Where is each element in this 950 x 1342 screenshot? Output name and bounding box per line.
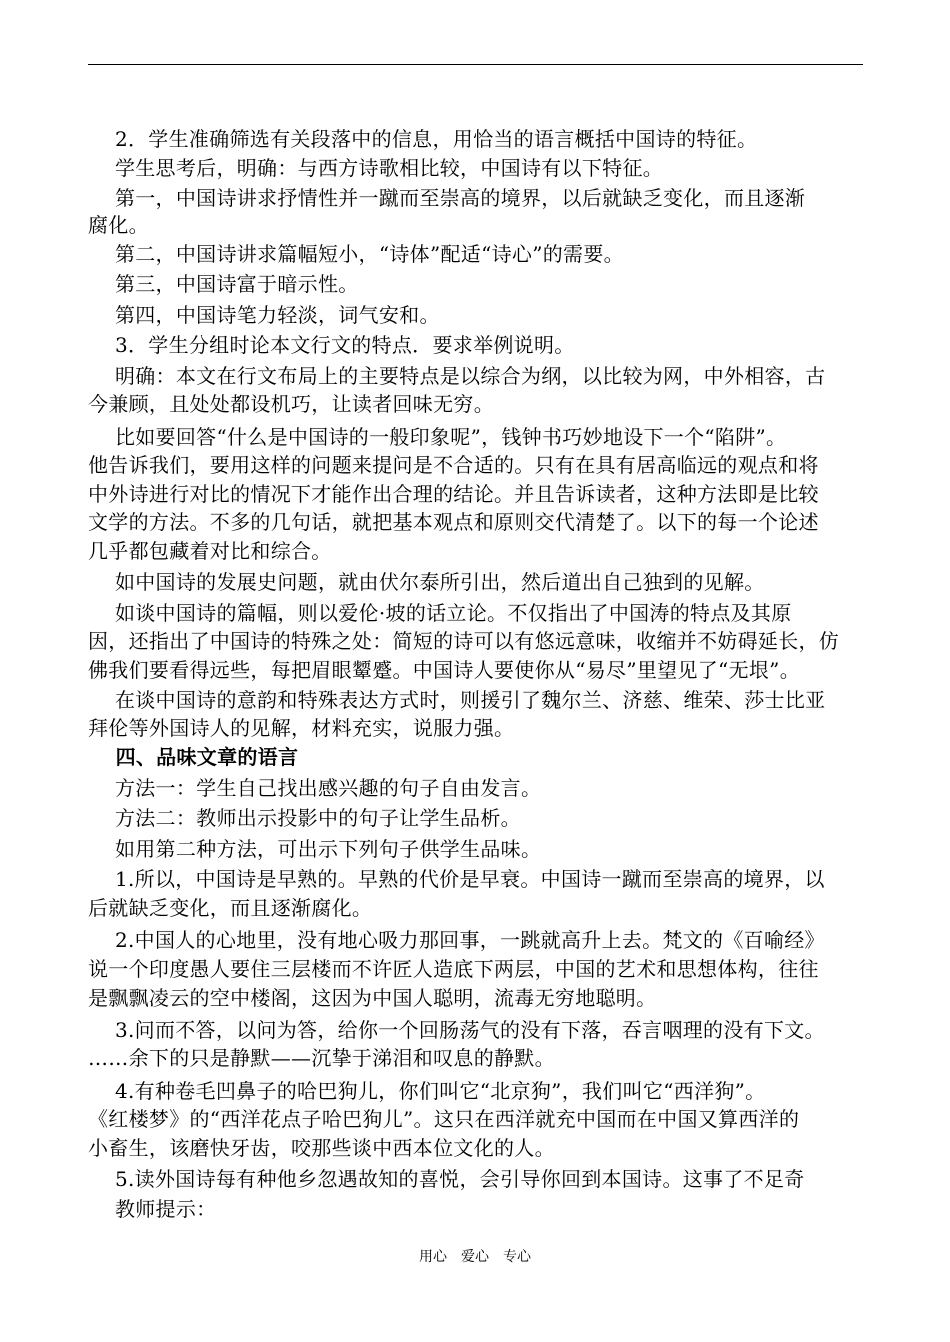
paragraph-line: 如谈中国诗的篇幅，则以爱伦·坡的话立论。不仅指出了中国涛的特点及其原 [88,601,792,625]
paragraph-line: 中外诗进行对比的情况下才能作出合理的结论。并且告诉读者，这种方法即是比较 [88,482,819,506]
paragraph-line: 方法一：学生自己找出感兴趣的句子自由发言。 [88,776,542,800]
paragraph-line: 学生思考后，明确：与西方诗歌相比较，中国诗有以下特征。 [88,156,664,180]
paragraph-line: 后就缺乏变化，而且逐渐腐化。 [88,896,373,920]
paragraph-line: 3．学生分组时论本文行文的特点．要求举例说明。 [88,333,575,357]
paragraph-line: 2.中国人的心地里，没有地心吸力那回事，一跳就高升上去。梵文的《百喻经》 [88,928,825,952]
header-rule [88,64,863,65]
paragraph-line: 在谈中国诗的意韵和特殊表达方式时，则援引了魏尔兰、济慈、维荣、莎士比亚 [88,688,826,712]
paragraph-line: 说一个印度愚人要住三层楼而不许匠人造底下两层，中国的艺术和思想体构，往往 [88,957,819,981]
paragraph-line: 1.所以，中国诗是早熟的。早熟的代价是早衰。中国诗一蹴而至崇高的境界，以 [88,867,825,891]
paragraph-line: 几乎都包藏着对比和综合。 [88,539,332,563]
paragraph-line: 腐化。 [88,213,149,237]
paragraph-line: 5.读外国诗每有种他乡忽遇故知的喜悦，会引导你回到本国诗。这事了不足奇 [88,1167,805,1191]
paragraph-line: 3.问而不答，以问为答，给你一个回肠荡气的没有下落，吞言咽理的没有下文。 [88,1018,825,1042]
paragraph-line: 他告诉我们，要用这样的问题来提问是不合适的。只有在具有居高临远的观点和将 [88,453,819,477]
paragraph-line: 是飘飘凌云的空中楼阁，这因为中国人聪明，流毒无穷地聪明。 [88,986,657,1010]
paragraph-line: 第三，中国诗富于暗示性。 [88,272,359,296]
paragraph-line: 拜伦等外国诗人的见解，材料充实，说服力强。 [88,716,515,740]
paragraph-line: 《红楼梦》的“西洋花点子哈巴狗儿”。这只在西洋就充中国而在中国又算西洋的 [88,1107,800,1131]
paragraph-line: 第二，中国诗讲求篇幅短小，“诗体”配适“诗心”的需要。 [88,242,624,266]
paragraph-line: 方法二：教师出示投影中的句子让学生品析。 [88,806,521,830]
paragraph-line: 教师提示： [88,1197,217,1221]
paragraph-line: 今兼顾，且处处都设机巧，让读者回味无穷。 [88,392,494,416]
paragraph-line: 如用第二种方法，可出示下列句子供学生品味。 [88,837,542,861]
paragraph-line: 4.有种卷毛凹鼻子的哈巴狗儿，你们叫它“北京狗”，我们叫它“西洋狗”。 [88,1079,766,1103]
section-heading: 四、品味文章的语言 [88,745,299,769]
paragraph-line: 因，还指出了中国诗的特殊之处：简短的诗可以有悠远意味，收缩并不妨碍延长，仿 [88,629,840,653]
paragraph-line: 比如要回答“什么是中国诗的一般印象呢”，钱钟书巧妙地设下一个“陷阱”。 [88,425,787,449]
paragraph-line: 文学的方法。不多的几句话，就把基本观点和原则交代清楚了。以下的每一个论述 [88,510,819,534]
paragraph-line: 佛我们要看得远些，每把眉眼颦蹙。中国诗人要使你从“易尽”里望见了“无垠”。 [88,658,800,682]
paragraph-line: 第四，中国诗笔力轻淡，词气安和。 [88,303,440,327]
paragraph-line: 2．学生准确筛选有关段落中的信息，用恰当的语言概括中国诗的特征。 [88,127,758,151]
page-footer: 用心 爱心 专心 [419,1249,531,1265]
paragraph-line: 明确：本文在行文布局上的主要特点是以综合为纲，以比较为网，中外相容，古 [88,364,826,388]
paragraph-line: ……余下的只是静默——沉挚于涕泪和叹息的静默。 [88,1046,555,1070]
paragraph-line: 如中国诗的发展史问题，就由伏尔泰所引出，然后道出自己独到的见解。 [88,570,765,594]
paragraph-line: 第一，中国诗讲求抒情性并一蹴而至崇高的境界，以后就缺乏变化，而且逐渐 [88,186,806,210]
paragraph-line: 小畜生，该磨快牙齿，咬那些谈中西本位文化的人。 [88,1136,555,1160]
